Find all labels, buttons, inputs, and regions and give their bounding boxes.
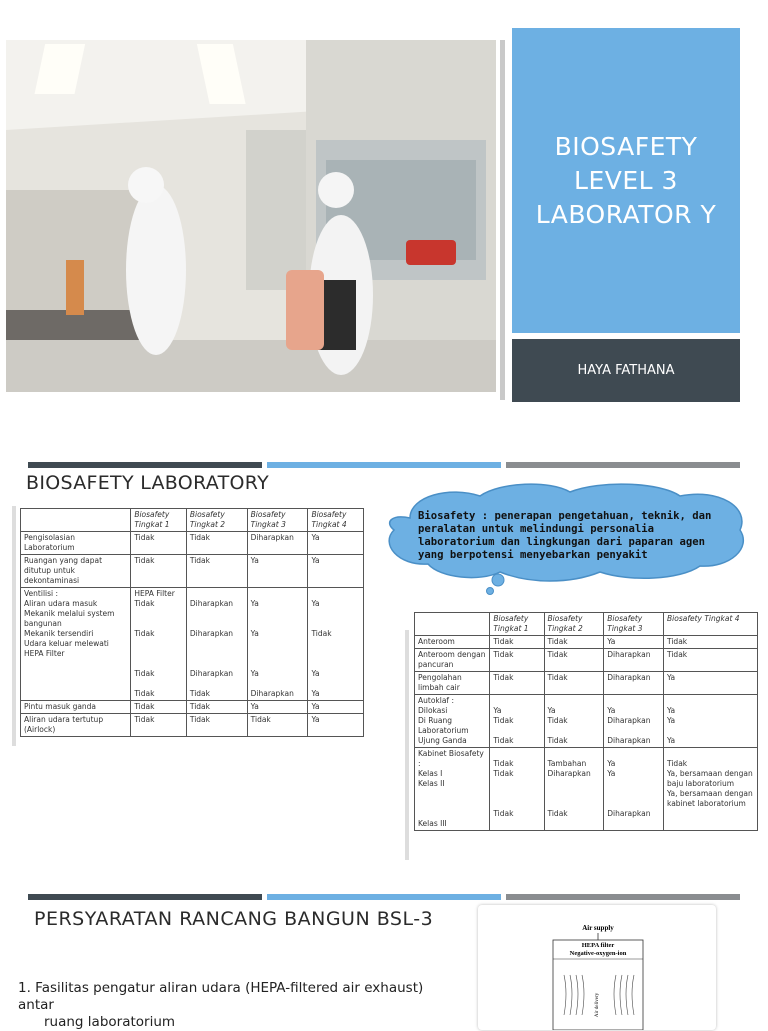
author-name: HAYA FATHANA [577, 363, 675, 378]
table-cell: Ya Ya Ya Diharapkan [247, 588, 308, 701]
table-header-cell: Biosafety Tingkat 3 [247, 509, 308, 532]
photo-shadow [500, 40, 505, 400]
airflow-diagram-drawing [478, 905, 716, 1030]
table-cell: Ya Diharapkan Diharapkan [604, 695, 664, 748]
table-cell: Tidak [186, 555, 247, 588]
table-row [415, 748, 758, 831]
table-cell: Ya [247, 555, 308, 588]
table-header-cell [21, 509, 131, 532]
table-cell: Tidak [131, 701, 187, 714]
table-cell: Pengisolasian Laboratorium [21, 532, 131, 555]
table-cell: Tidak [131, 532, 187, 555]
table-cell: Ya [308, 701, 364, 714]
table-cell: Tidak [490, 672, 544, 695]
table-cell: Anteroom [415, 636, 490, 649]
table-cell: Pengolahan limbah cair [415, 672, 490, 695]
table-header-cell: Biosafety Tingkat 2 [186, 509, 247, 532]
table-cell: Ya [664, 672, 758, 695]
table-cell: Aliran udara tertutup (Airlock) [21, 714, 131, 737]
table-header-row [415, 613, 758, 636]
table-header-cell: Biosafety Tingkat 4 [308, 509, 364, 532]
divider-bar-dark [28, 894, 262, 900]
table-header-row [21, 509, 364, 532]
divider-bar-blue [267, 462, 501, 468]
biosafety-table-1 [20, 508, 364, 737]
airflow-diagram [478, 905, 716, 1030]
table-cell: Tidak [131, 555, 187, 588]
definition-text: Biosafety : penerapan pengetahuan, teknik, dan peralatan untuk melindungi personalia laboratorium dan lingkungan dari paparan agen yang berpotensi menyebarkan penyakit [418, 510, 712, 561]
table-cell: Ya Tidak Ya Ya [308, 588, 364, 701]
table-cell: Anteroom dengan pancuran [415, 649, 490, 672]
table-cell: Tambahan Diharapkan Tidak [544, 748, 604, 831]
table-cell: Tidak [186, 714, 247, 737]
table-cell: Ya [308, 532, 364, 555]
table-cell: Tidak [186, 532, 247, 555]
table-cell: Ya Ya Diharapkan [604, 748, 664, 831]
requirement-item [18, 980, 458, 1031]
table-cell: Tidak [664, 636, 758, 649]
table-row [21, 701, 364, 714]
table-cell: Autoklaf : Dilokasi Di Ruang Laboratorium Ujung Ganda [415, 695, 490, 748]
table-row [415, 695, 758, 748]
requirement-text: 1. Fasilitas pengatur aliran udara (HEPA-filtered air exhaust) antar [18, 980, 424, 1013]
diagram-label-ion: Negative-oxygen-ion [569, 950, 627, 957]
table-header-cell: Biosafety Tingkat 1 [490, 613, 544, 636]
author-panel [512, 339, 740, 402]
table-shadow [12, 506, 16, 746]
table-cell: Ya [604, 636, 664, 649]
table-header-cell: Biosafety Tingkat 2 [544, 613, 604, 636]
table-header-cell: Biosafety Tingkat 3 [604, 613, 664, 636]
table-row [21, 555, 364, 588]
section-heading: BIOSAFETY LABORATORY [26, 472, 269, 494]
table-cell: Tidak [664, 649, 758, 672]
table-cell: Tidak Tidak Tidak [490, 748, 544, 831]
table-cell: Tidak Ya, bersamaan dengan baju laboratorium Ya, bersamaan dengan kabinet laboratorium [664, 748, 758, 831]
divider-bar-blue [267, 894, 501, 900]
table-row [21, 714, 364, 737]
table-row [21, 532, 364, 555]
table-row [415, 649, 758, 672]
table-cell: Ya Tidak Tidak [544, 695, 604, 748]
table-cell: Tidak [544, 636, 604, 649]
table-cell: Ya [308, 714, 364, 737]
table-cell: Diharapkan Diharapkan Diharapkan Tidak [186, 588, 247, 701]
diagram-label-air-supply: Air supply [582, 924, 614, 932]
biosafety-table-2 [414, 612, 758, 831]
table-cell: HEPA Filter Tidak Tidak Tidak Tidak [131, 588, 187, 701]
table-cell: Ya [308, 555, 364, 588]
table-cell: Diharapkan [247, 532, 308, 555]
table-header-cell: Biosafety Tingkat 4 [664, 613, 758, 636]
table-header-cell: Biosafety Tingkat 1 [131, 509, 187, 532]
table-cell: Tidak [490, 649, 544, 672]
table-cell: Tidak [186, 701, 247, 714]
divider-bar-grey [506, 894, 740, 900]
table-header-cell [415, 613, 490, 636]
table-row [21, 588, 364, 701]
diagram-label-hepa: HEPA filter [581, 942, 615, 949]
requirement-text-cont: ruang laboratorium [44, 1014, 176, 1030]
lab-photo [6, 40, 496, 392]
table-cell: Ventilisi : Aliran udara masuk Mekanik melalui system bangunan Mekanik tersendiri Udara keluar melewati HEPA Filter [21, 588, 131, 701]
table-cell: Tidak [544, 672, 604, 695]
table-cell: Tidak [247, 714, 308, 737]
table-cell: Ya Tidak Tidak [490, 695, 544, 748]
divider-bar-grey [506, 462, 740, 468]
table-cell: Tidak [544, 649, 604, 672]
diagram-label-delivery: Air delivery [595, 992, 600, 1018]
table-cell: Ruangan yang dapat ditutup untuk dekontaminasi [21, 555, 131, 588]
table-cell: Tidak [490, 636, 544, 649]
table-cell: Diharapkan [604, 649, 664, 672]
table-cell: Tidak [131, 714, 187, 737]
table-shadow [405, 630, 409, 860]
title-panel [512, 28, 740, 333]
section-heading: PERSYARATAN RANCANG BANGUN BSL-3 [34, 908, 434, 930]
table-cell: Pintu masuk ganda [21, 701, 131, 714]
table-row [415, 636, 758, 649]
table-cell: Diharapkan [604, 672, 664, 695]
table-row [415, 672, 758, 695]
table-cell: Ya Ya Ya [664, 695, 758, 748]
table-cell: Kabinet Biosafety : Kelas I Kelas II Kelas III [415, 748, 490, 831]
divider-bar-dark [28, 462, 262, 468]
table-cell: Ya [247, 701, 308, 714]
slide-title: BIOSAFETY LEVEL 3 LABORATOR Y [535, 131, 717, 229]
lab-photo-illustration [6, 40, 496, 392]
